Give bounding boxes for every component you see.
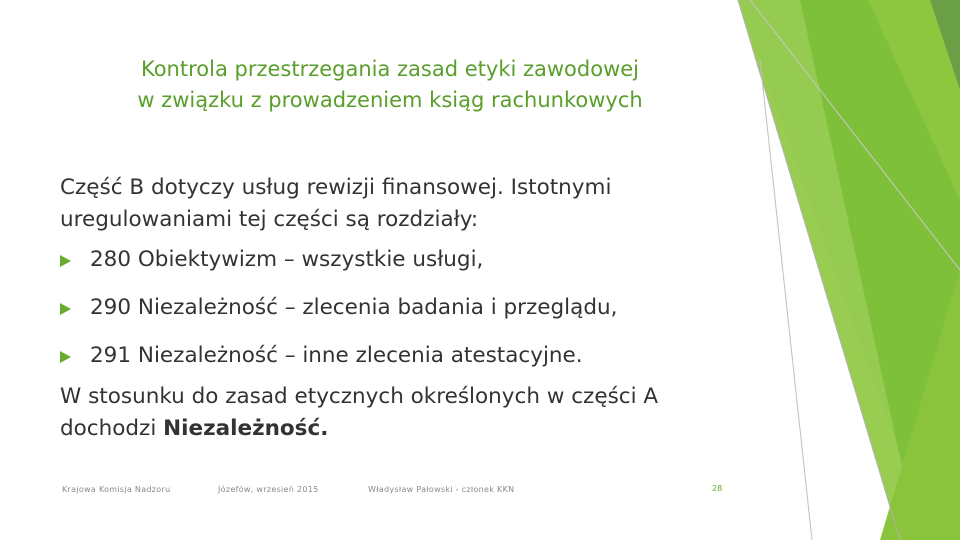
page-number: 28 [712, 484, 723, 493]
slide-body [60, 172, 740, 445]
title-line-1: Kontrola przestrzegania zasad etyki zawodowej [140, 57, 640, 81]
outro-line-1: W stosunku do zasad etycznych określonych w części A [60, 384, 659, 409]
chapter-text: 290 Niezależność – zlecenia badania i przeglądu, [90, 295, 618, 320]
title-line-2: w związku z prowadzeniem ksiąg rachunkowych [137, 88, 643, 112]
chapter-list-item [60, 247, 740, 273]
slide-title [90, 54, 690, 116]
chapter-list [60, 247, 740, 369]
chapter-text: 280 Obiektywizm – wszystkie usługi, [90, 247, 484, 272]
intro-line-1: Część B dotyczy usług rewizji finansowej. Istotnymi [60, 175, 612, 200]
footer-author: Władysław Pałowski - członek KKN [368, 485, 515, 494]
outro-line-2 [60, 413, 740, 445]
chapter-text: 291 Niezależność – inne zlecenia atestacyjne. [90, 343, 583, 368]
chapter-list-item [60, 343, 740, 369]
triangle-bullet-icon [60, 255, 71, 267]
triangle-bullet-icon [60, 303, 71, 315]
footer-place-date: Józefów, wrzesień 2015 [218, 485, 319, 494]
outro-prefix: dochodzi [60, 416, 164, 441]
chapter-list-item [60, 295, 740, 321]
outro-emphasis: Niezależność. [163, 416, 329, 441]
triangle-bullet-icon [60, 351, 71, 363]
footer-organization: Krajowa Komisja Nadzoru [62, 485, 171, 494]
intro-line-2: uregulowaniami tej części są rozdziały: [60, 207, 479, 232]
